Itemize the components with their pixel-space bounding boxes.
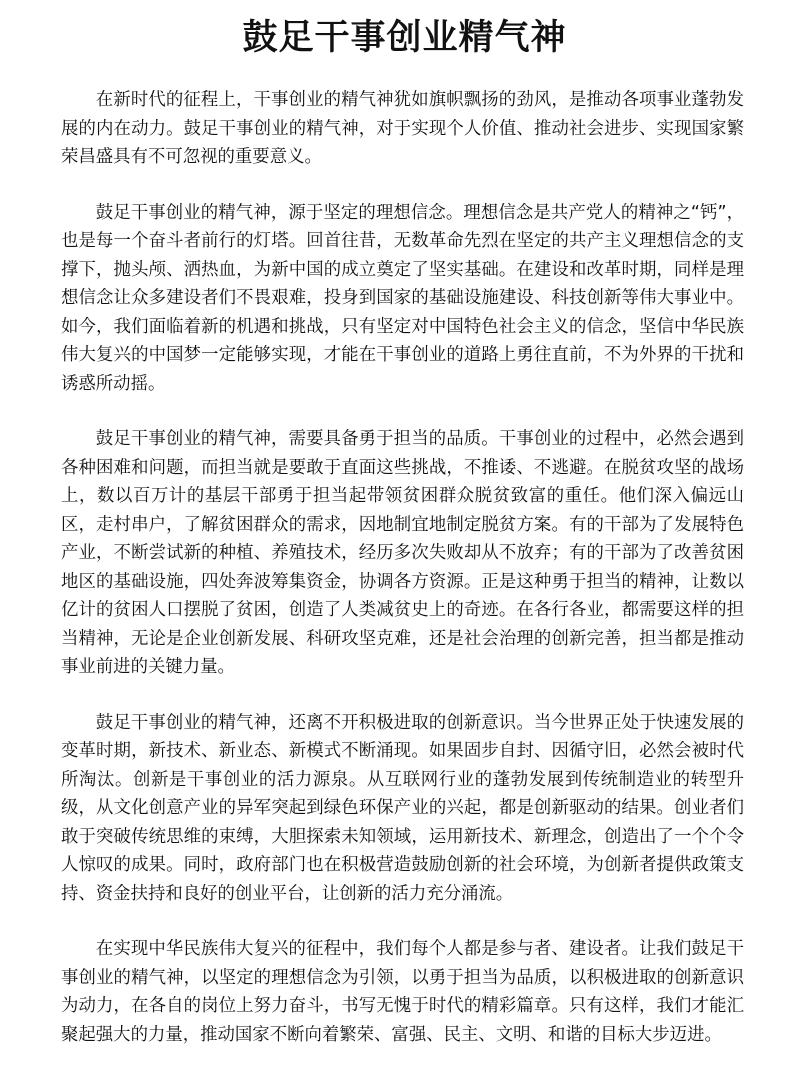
document-body [61,86,744,1049]
paragraph-4: 鼓足干事创业的精气神，还离不开积极进取的创新意识。当今世界正处于快速发展的变革时期，新技术、新业态、新模式不断涌现。如果固步自封、因循守旧，必然会被时代所淘汰。创新是干事创业的活力源泉。从互联网行业的蓬勃发展到传统制造业的转型升级，从文化创意产业的异军突起到绿色环保产业的兴起，都是创新驱动的结果。创业者们敢于突破传统思维的束缚，大胆探索未知领域，运用新技术、新理念，创造出了一个个令人惊叹的成果。同时，政府部门也在积极营造鼓励创新的社会环境，为创新者提供政策支持、资金扶持和良好的创业平台，让创新的活力充分涌流。 [61,712,744,904]
document-title: 鼓足干事创业精气神 [242,18,567,58]
paragraph-3: 鼓足干事创业的精气神，需要具备勇于担当的品质。干事创业的过程中，必然会遇到各种困难和问题，而担当就是要敢于直面这些挑战，不推诿、不逃避。在脱贫攻坚的战场上，数以百万计的基层干部勇于担当起带领贫困群众脱贫致富的重任。他们深入偏远山区，走村串户，了解贫困群众的需求，因地制宜地制定脱贫方案。有的干部为了发展特色产业，不断尝试新的种植、养殖技术，经历多次失败却从不放弃；有的干部为了改善贫困地区的基础设施，四处奔波筹集资金，协调各方资源。正是这种勇于担当的精神，让数以亿计的贫困人口摆脱了贫困，创造了人类减贫史上的奇迹。在各行各业，都需要这样的担当精神，无论是企业创新发展、科研攻坚克难，还是社会治理的创新完善，担当都是推动事业前进的关键力量。 [61,429,744,677]
paragraph-1: 在新时代的征程上，干事创业的精气神犹如旗帜飘扬的劲风，是推动各项事业蓬勃发展的内在动力。鼓足干事创业的精气神，对于实现个人价值、推动社会进步、实现国家繁荣昌盛具有不可忽视的重要意义。 [61,90,744,167]
paragraph-2: 鼓足干事创业的精气神，源于坚定的理想信念。理想信念是共产党人的精神之“钙”，也是每一个奋斗者前行的灯塔。回首往昔，无数革命先烈在坚定的共产主义理想信念的支撑下，抛头颅、洒热血，为新中国的成立奠定了坚实基础。在建设和改革时期，同样是理想信念让众多建设者们不畏艰难，投身到国家的基础设施建设、科技创新等伟大事业中。如今，我们面临着新的机遇和挑战，只有坚定对中国特色社会主义的信念，坚信中华民族伟大复兴的中国梦一定能够实现，才能在干事创业的道路上勇往直前，不为外界的干扰和诱惑所动摇。 [61,202,744,394]
paragraph-5: 在实现中华民族伟大复兴的征程中，我们每个人都是参与者、建设者。让我们鼓足干事创业的精气神，以坚定的理想信念为引领，以勇于担当为品质，以积极进取的创新意识为动力，在各自的岗位上努力奋斗，书写无愧于时代的精彩篇章。只有这样，我们才能汇聚起强大的力量，推动国家不断向着繁荣、富强、民主、文明、和谐的目标大步迈进。 [61,939,744,1045]
